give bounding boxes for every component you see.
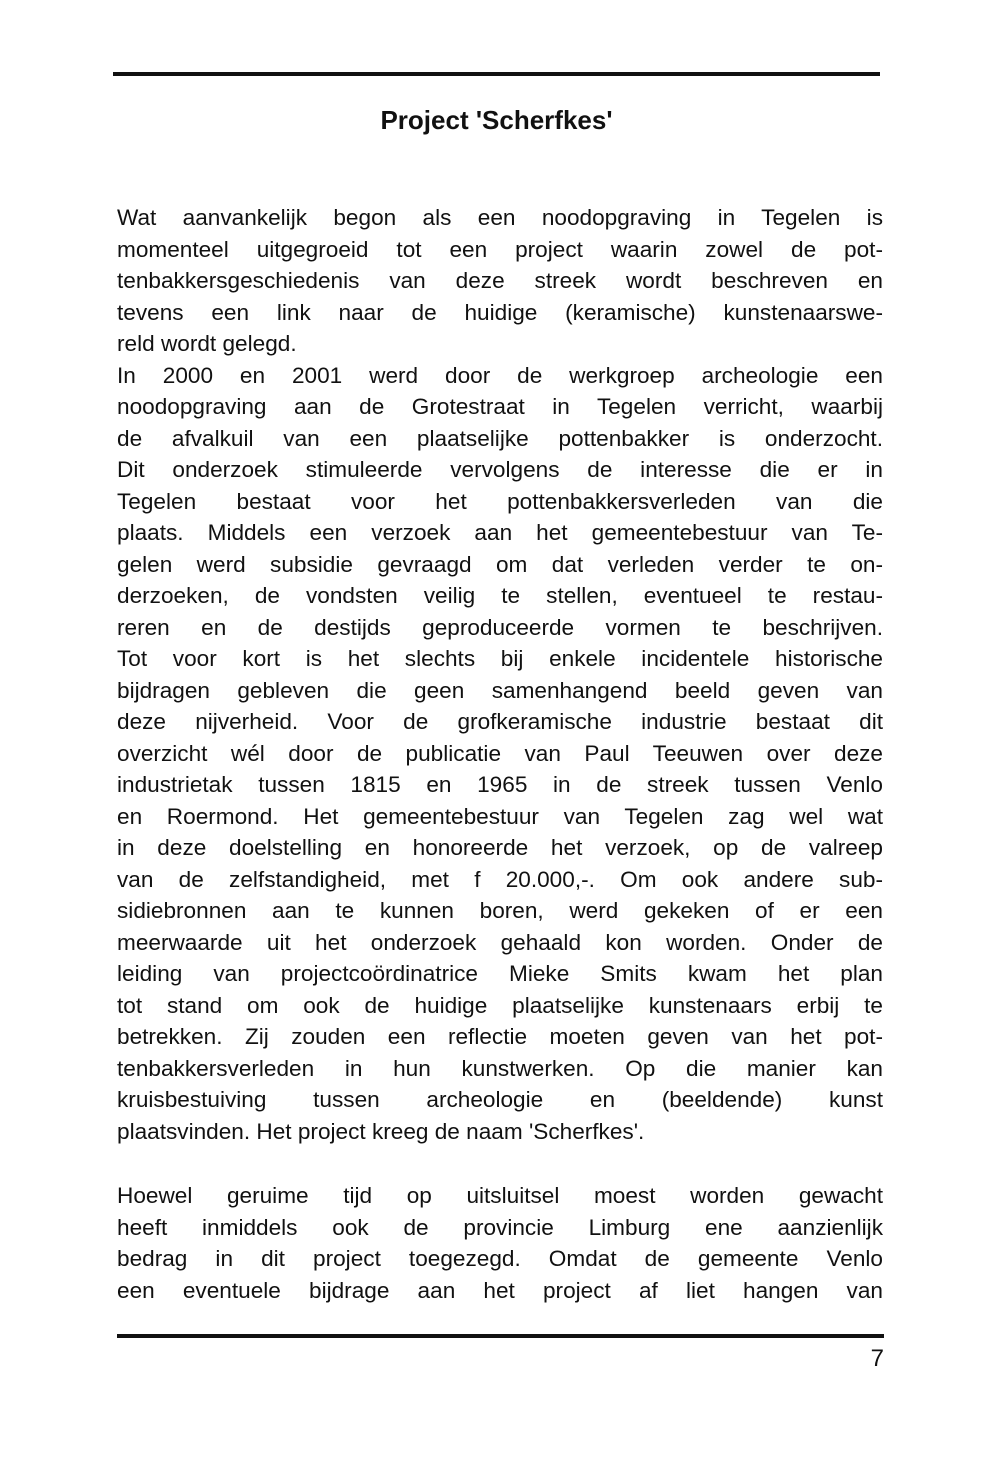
page-number: 7 xyxy=(870,1345,884,1372)
text-line: tenbakkersverleden in hun kunstwerken. Op die manier kan xyxy=(117,1055,883,1081)
text-line: leiding van projectcoördinatrice Mieke Smits kwam het plan xyxy=(117,961,883,986)
text-line: bijdragen gebleven die geen samenhangend beeld geven van xyxy=(117,677,883,703)
text-line: de afvalkuil van een plaatselijke pottenbakker is onderzocht. xyxy=(117,425,883,451)
text-line: reren en de destijds geproduceerde vormen te beschrijven. xyxy=(117,614,883,640)
page-title: Project 'Scherfkes' xyxy=(380,105,613,135)
text-line: Dit onderzoek stimuleerde vervolgens de interesse die er in xyxy=(117,457,883,482)
text-line: tot stand om ook de huidige plaatselijke kunstenaars erbij te xyxy=(117,992,883,1018)
text-line: plaatsvinden. Het project kreeg de naam 'Scherfkes'. xyxy=(117,1118,645,1144)
bottom-rule xyxy=(117,1334,884,1338)
text-line: noodopgraving aan de Grotestraat in Tegelen verricht, waarbij xyxy=(117,394,883,419)
text-line: betrekken. Zij zouden een reflectie moeten geven van het pot- xyxy=(117,1024,883,1049)
text-line: heeft inmiddels ook de provincie Limburg ene aanzienlijk xyxy=(117,1214,883,1240)
text-line: Hoewel geruime tijd op uitsluitsel moest worden gewacht xyxy=(117,1183,883,1208)
text-line: tevens een link naar de huidige (keramische) kunstenaarswe- xyxy=(117,299,883,325)
text-line: en Roermond. Het gemeentebestuur van Tegelen zag wel wat xyxy=(117,803,883,829)
text-line: momenteel uitgegroeid tot een project waarin zowel de pot- xyxy=(117,236,883,262)
text-line: industrietak tussen 1815 en 1965 in de streek tussen Venlo xyxy=(117,772,883,797)
text-line: plaats. Middels een verzoek aan het gemeentebestuur van Te- xyxy=(117,520,883,545)
text-line: Tot voor kort is het slechts bij enkele incidentele historische xyxy=(117,646,883,671)
body-paragraph-2 xyxy=(117,1180,883,1306)
text-line: Wat aanvankelijk begon als een noodopgraving in Tegelen is xyxy=(117,205,883,230)
text-line: bedrag in dit project toegezegd. Omdat de gemeente Venlo xyxy=(117,1246,883,1271)
body-paragraph-1 xyxy=(117,202,883,1147)
text-line: in deze doelstelling en honoreerde het verzoek, op de valreep xyxy=(117,835,883,860)
text-line: reld wordt gelegd. xyxy=(117,331,297,356)
text-line: derzoeken, de vondsten veilig te stellen, eventueel te restau- xyxy=(117,583,883,608)
text-line: sidiebronnen aan te kunnen boren, werd gekeken of er een xyxy=(117,898,883,923)
text-line: van de zelfstandigheid, met f 20.000,-. Om ook andere sub- xyxy=(117,866,883,892)
text-line: overzicht wél door de publicatie van Paul Teeuwen over deze xyxy=(117,740,883,766)
text-line: tenbakkersgeschiedenis van deze streek wordt beschreven en xyxy=(117,268,883,293)
text-line: kruisbestuiving tussen archeologie en (beeldende) kunst xyxy=(117,1087,883,1112)
text-line: een eventuele bijdrage aan het project af liet hangen van xyxy=(117,1277,883,1303)
text-line: Tegelen bestaat voor het pottenbakkersverleden van die xyxy=(117,488,883,514)
text-line: deze nijverheid. Voor de grofkeramische industrie bestaat dit xyxy=(117,709,883,734)
text-line: In 2000 en 2001 werd door de werkgroep archeologie een xyxy=(117,362,883,388)
text-line: meerwaarde uit het onderzoek gehaald kon worden. Onder de xyxy=(117,929,883,955)
top-rule xyxy=(113,72,880,76)
text-line: gelen werd subsidie gevraagd om dat verleden verder te on- xyxy=(117,551,883,577)
